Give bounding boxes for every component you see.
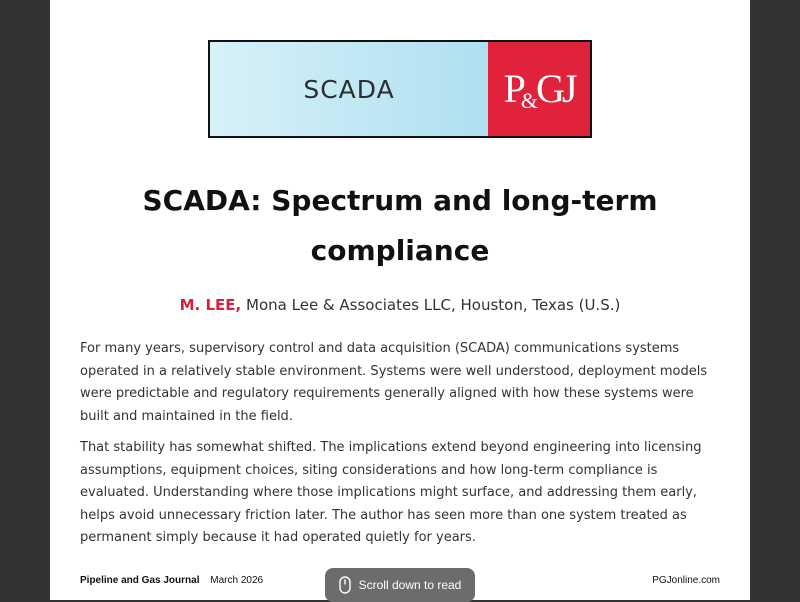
- article-body: [80, 338, 722, 559]
- footer-journal-name: Pipeline and Gas Journal: [80, 575, 200, 586]
- article-title: SCADA: Spectrum and long-term compliance: [142, 184, 658, 267]
- document-page: [50, 0, 750, 600]
- body-paragraph: That stability has somewhat shifted. The implications extend beyond engineering into licensing assumptions, equipment choices, siting considerations and how long-term compliance is evaluated. Understanding where those implications might surface, and addressing them early, helps avoid unnecessary friction later. The author has seen more than one system treated as permanent simply because it had operated quietly for years.: [80, 440, 702, 545]
- author-name: M. LEE,: [179, 296, 242, 314]
- scroll-hint-label: Scroll down to read: [358, 578, 462, 592]
- footer-date: March 2026: [210, 575, 264, 586]
- footer-publication: [80, 575, 263, 586]
- footer-website: PGJonline.com: [652, 575, 720, 586]
- pgj-logo-wordmark: P&GJ: [503, 66, 575, 113]
- article-banner: [208, 40, 592, 138]
- scroll-down-button[interactable]: [325, 568, 475, 602]
- byline: [50, 296, 750, 314]
- author-affiliation: Mona Lee & Associates LLC, Houston, Texas (U.S.): [246, 296, 621, 314]
- banner-topic-panel: [210, 42, 488, 136]
- pgj-logo: [488, 42, 590, 136]
- mouse-icon: [339, 576, 351, 594]
- banner-topic-label: SCADA: [303, 74, 395, 104]
- body-paragraph: For many years, supervisory control and data acquisition (SCADA) communications systems operated in a relatively stable environment. Systems were well understood, deployment models were predictable and regulatory requirements generally aligned with how these systems were built and maintained in the field.: [80, 341, 708, 424]
